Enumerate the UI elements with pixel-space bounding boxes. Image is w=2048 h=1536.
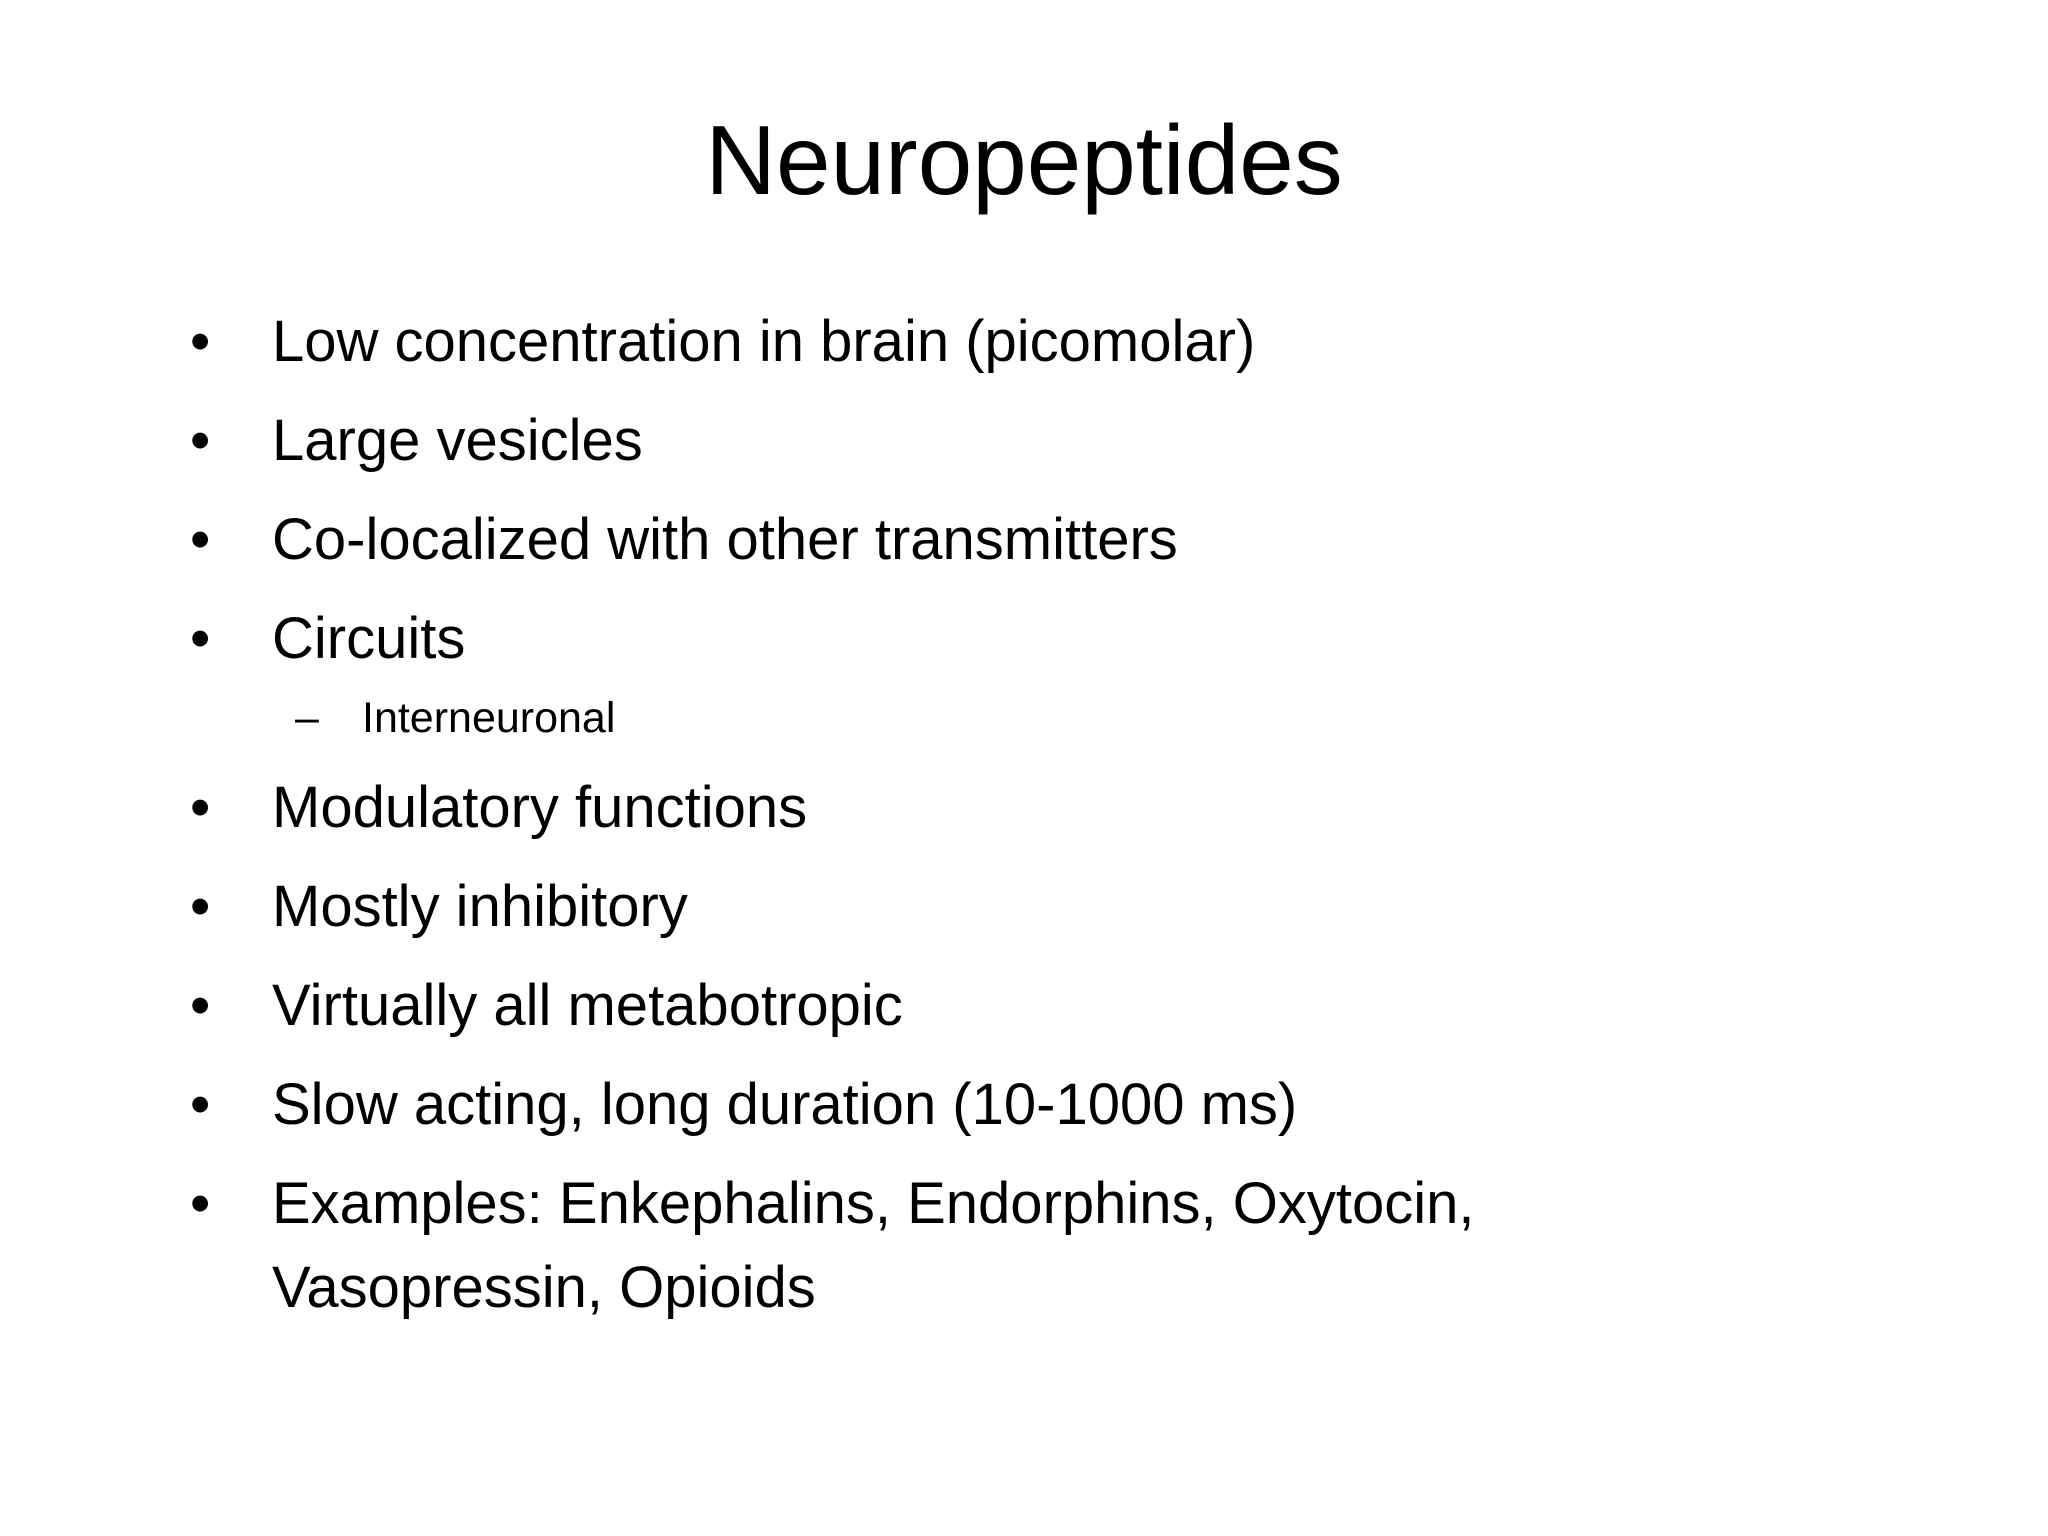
- sub-bullet-text: Interneuronal: [362, 694, 616, 742]
- bullet-text: Co-localized with other transmitters: [272, 507, 1178, 572]
- bullet-icon: •: [190, 507, 211, 572]
- bullet-text: Low concentration in brain (picomolar): [272, 309, 1256, 374]
- bullet-text: Large vesicles: [272, 408, 643, 473]
- bullet-item: [190, 766, 1690, 850]
- bullet-icon: •: [190, 1171, 211, 1236]
- bullet-text: Examples: Enkephalins, Endorphins, Oxytocin, Vasopressin, Opioids: [272, 1171, 1475, 1320]
- bullet-item: [190, 1162, 1690, 1330]
- bullet-item: [190, 964, 1690, 1048]
- bullet-icon: •: [190, 1072, 211, 1137]
- dash-icon: –: [295, 694, 319, 742]
- bullet-item: [190, 399, 1690, 483]
- bullet-text: Slow acting, long duration (10-1000 ms): [272, 1072, 1298, 1137]
- bullet-item: [190, 597, 1690, 681]
- slide-title: Neuropeptides: [705, 105, 1343, 215]
- bullet-icon: •: [190, 775, 211, 840]
- bullet-text: Circuits: [272, 606, 466, 671]
- bullet-item: [190, 498, 1690, 582]
- bullet-item: [190, 300, 1690, 384]
- bullet-item: [190, 865, 1690, 949]
- bullet-icon: •: [190, 606, 211, 671]
- sub-bullet-item: [190, 688, 1690, 748]
- bullet-text: Virtually all metabotropic: [272, 973, 903, 1038]
- bullet-text: Mostly inhibitory: [272, 874, 688, 939]
- bullet-icon: •: [190, 408, 211, 473]
- bullet-list: [190, 300, 1690, 1345]
- bullet-item: [190, 1063, 1690, 1147]
- bullet-icon: •: [190, 874, 211, 939]
- bullet-icon: •: [190, 309, 211, 374]
- bullet-icon: •: [190, 973, 211, 1038]
- bullet-text: Modulatory functions: [272, 775, 808, 840]
